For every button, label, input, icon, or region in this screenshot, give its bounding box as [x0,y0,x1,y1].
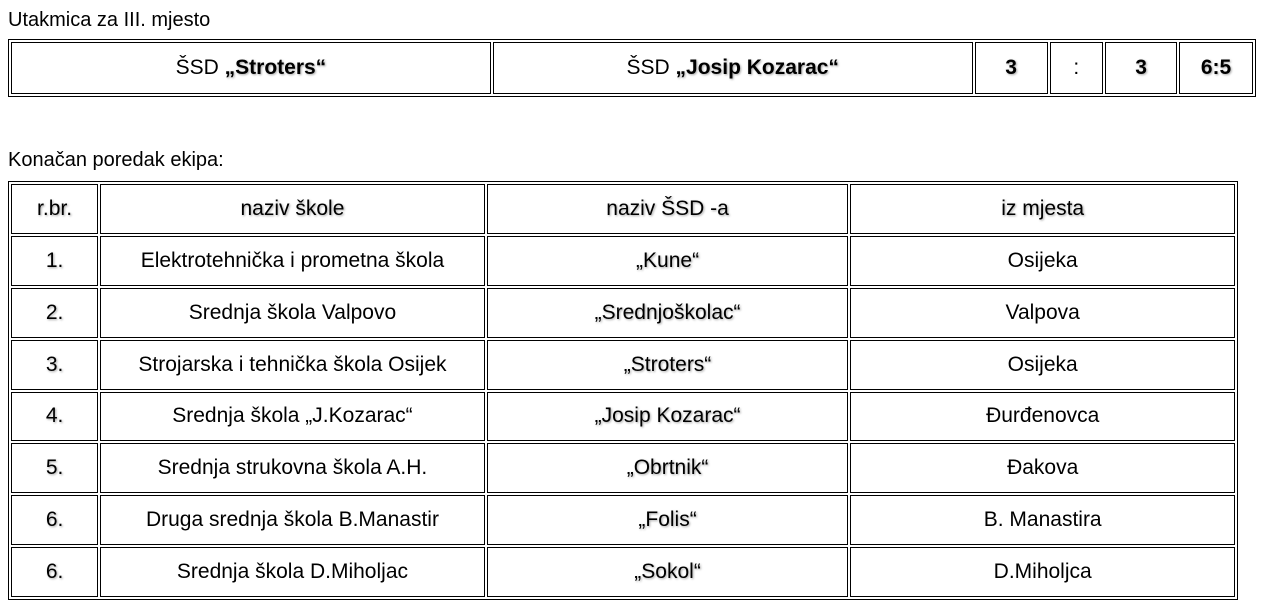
club-cell: „Stroters“ [487,340,849,390]
table-row [11,236,1235,286]
team1-prefix: ŠSD [175,56,225,79]
score-separator: : [1050,42,1104,94]
school-cell: Druga srednja škola B.Manastir [100,495,485,545]
school-cell: Elektrotehnička i prometna škola [100,236,485,286]
rank-cell: 4. [11,392,98,442]
school-cell: Srednja strukovna škola A.H. [100,443,485,493]
match-heading: Utakmica za III. mjesto [8,9,211,31]
column-header-rank: r.br. [11,184,98,234]
standings-table [8,181,1238,600]
club-cell: „Srednjoškolac“ [487,288,849,338]
club-cell: „Obrtnik“ [487,443,849,493]
table-row [11,392,1235,442]
standings-header-row [11,184,1235,234]
place-cell: Osijeka [850,236,1235,286]
team2-prefix: ŠSD [626,56,676,79]
school-cell: Strojarska i tehnička škola Osijek [100,340,485,390]
place-cell: B. Manastira [850,495,1235,545]
rank-cell: 1. [11,236,98,286]
table-row [11,288,1235,338]
team1-name: „Stroters“ [224,56,327,79]
column-header-club: naziv ŠSD -a [487,184,849,234]
club-cell: „Folis“ [487,495,849,545]
team2-score: 3 [1105,42,1177,94]
penalty-score: 6:5 [1179,42,1253,94]
school-cell: Srednja škola „J.Kozarac“ [100,392,485,442]
place-cell: Đurđenovca [850,392,1235,442]
table-row [11,547,1235,597]
place-cell: Đakova [850,443,1235,493]
rank-cell: 6. [11,547,98,597]
rank-cell: 5. [11,443,98,493]
team1-score: 3 [975,42,1048,94]
team2-name: „Josip Kozarac“ [675,56,839,79]
place-cell: Valpova [850,288,1235,338]
rank-cell: 2. [11,288,98,338]
match-row [11,42,1253,94]
place-cell: Osijeka [850,340,1235,390]
club-cell: „Sokol“ [487,547,849,597]
school-cell: Srednja škola D.Miholjac [100,547,485,597]
column-header-place: iz mjesta [850,184,1235,234]
match-result-table [8,39,1256,97]
column-header-school: naziv škole [100,184,485,234]
rank-cell: 3. [11,340,98,390]
table-row [11,495,1235,545]
table-row [11,340,1235,390]
school-cell: Srednja škola Valpovo [100,288,485,338]
team1-cell [11,42,491,94]
rank-cell: 6. [11,495,98,545]
table-row [11,443,1235,493]
place-cell: D.Miholjca [850,547,1235,597]
team2-cell [493,42,973,94]
club-cell: „Kune“ [487,236,849,286]
standings-heading: Konačan poredak ekipa: [8,149,224,171]
club-cell: „Josip Kozarac“ [487,392,849,442]
